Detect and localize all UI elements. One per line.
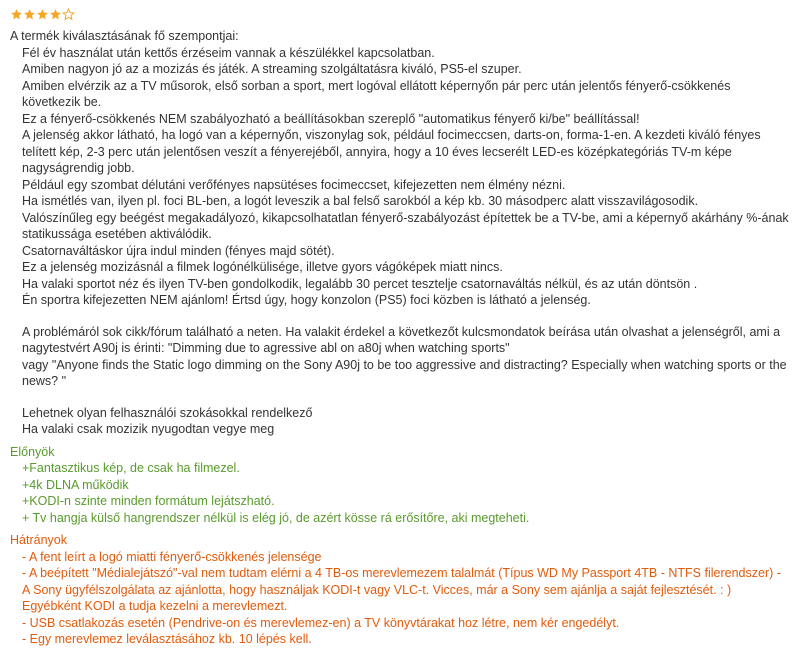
main-text <box>10 45 790 309</box>
pros-item: + Tv hangja külső hangrendszer nélkül is elég jó, de azért kösse rá erősítőre, aki megteheti. <box>22 510 530 525</box>
text-line: A jelenség akkor látható, ha logó van a képernyőn, viszonylag sok, például focimeccsen, darts-on, forma-1-en. A kezdeti kiváló fényes telített kép, 2-3 perc után jelentősen veszít a fényerejéből, annyira, hogy a 10 éves lecserélt LED-es középkategóriás TV-m képe nagyságrendig jobb. <box>22 128 761 175</box>
text-line: Fél év használat után kettős érzéseim vannak a készülékkel kapcsolatban. <box>22 45 435 60</box>
pros-item: +KODI-n szinte minden formátum lejátszható. <box>22 494 275 508</box>
cons-item: - USB csatlakozás esetén (Pendrive-on és merevlemez-en) a TV könyvtárakat hoz létre, nem kér engedélyt. <box>22 615 620 630</box>
text-line: Ha ismétlés van, ilyen pl. foci BL-ben, a logót leveszik a bal felső sarokból a kép kb. 30 másodperc alatt visszavilágosodik. <box>22 194 699 208</box>
pros-list <box>10 460 790 526</box>
cons-title: Hátrányok <box>10 533 67 547</box>
star-filled-icon <box>36 8 49 21</box>
problem-paragraph-2: vagy "Anyone finds the Static logo dimming on the Sony A90j to be too aggressive and distracting? Especially when watching sports or the news? " <box>22 357 787 388</box>
text-line: Amiben nagyon jó az a mozizás és játék. A streaming szolgáltatásra kiváló, PS5-el szuper. <box>22 62 522 76</box>
star-empty-icon <box>62 8 75 21</box>
star-filled-icon <box>10 8 23 21</box>
text-line: Például egy szombat délutáni verőfényes napsütéses focimeccset, kifejezetten nem élmény nézni. <box>22 177 566 192</box>
closing-text <box>10 405 790 438</box>
closing-line: Lehetnek olyan felhasználói szokásokkal rendelkező <box>22 405 313 420</box>
star-filled-icon <box>49 8 62 21</box>
cons-list <box>10 549 790 648</box>
cons-item: - A beépített "Médialejátszó"-val nem tudtam elérni a 4 TB-os merevlemezem talalmát (Típus WD My Passport 4TB - NTFS filerendszer) - A Sony ügyfélszolgálata az ajánlotta, hogy használjak KODI-t vagy VLC-t. Vicces, már a Sony sem ajánlja a saját fejlesztését. : ) Egyébként KODI a tudja kezelni a merevlemezt. <box>22 566 781 613</box>
cons-item: - Egy merevlemez leválasztásához kb. 10 lépés kell. <box>22 632 312 646</box>
text-line: Ez a jelenség mozizásnál a filmek logónélkülisége, illetve gyors vágóképek miatt nincs. <box>22 260 503 274</box>
problem-paragraph: A problémáról sok cikk/fórum található a neten. Ha valakit érdekel a következőt kulcsmondatok beírása után olvashat a jelenségről, ami a nagytestvért A90j is érinti: "Dimming due to agressive abl on a80j when watching sports" <box>22 324 781 355</box>
pros-item: +4k DLNA működik <box>22 477 129 492</box>
text-line: Csatornaváltáskor újra indul minden (fényes majd sötét). <box>22 243 335 258</box>
pros-item: +Fantasztikus kép, de csak ha filmezel. <box>22 461 240 475</box>
star-rating <box>10 6 790 22</box>
star-filled-icon <box>23 8 36 21</box>
closing-line: Ha valaki csak mozizik nyugodtan vegye meg <box>22 422 275 436</box>
text-line: Valószínűleg egy beégést megakadályozó, kikapcsolhatatlan fényerő-szabályozást építettek be a TV-be, ami a képernyő akárhány %-ának statikussága esetében aktiválódik. <box>22 210 789 241</box>
cons-item: - A fent leírt a logó miatti fényerő-csökkenés jelensége <box>22 549 322 564</box>
text-line: Amiben elvérzik az a TV műsorok, első sorban a sport, mert logóval ellátott képernyőn pár perc után jelentős fényerő-csökkenés következik be. <box>22 78 731 109</box>
intro-title: A termék kiválasztásának fő szempontjai: <box>10 29 239 43</box>
problem-text <box>10 324 790 390</box>
text-line: Én sportra kifejezetten NEM ajánlom! Értsd úgy, hogy konzolon (PS5) foci közben is látható a jelenség. <box>22 293 591 307</box>
pros-title: Előnyök <box>10 444 55 459</box>
text-line: Ha valaki sportot néz és ilyen TV-ben gondolkodik, legalább 30 percet tesztelje csatornaváltás nélkül, és az után döntsön . <box>22 276 698 291</box>
text-line: Ez a fényerő-csökkenés NEM szabályozható a beállításokban szereplő "automatikus fényerő ki/be" beállítással! <box>22 111 640 126</box>
